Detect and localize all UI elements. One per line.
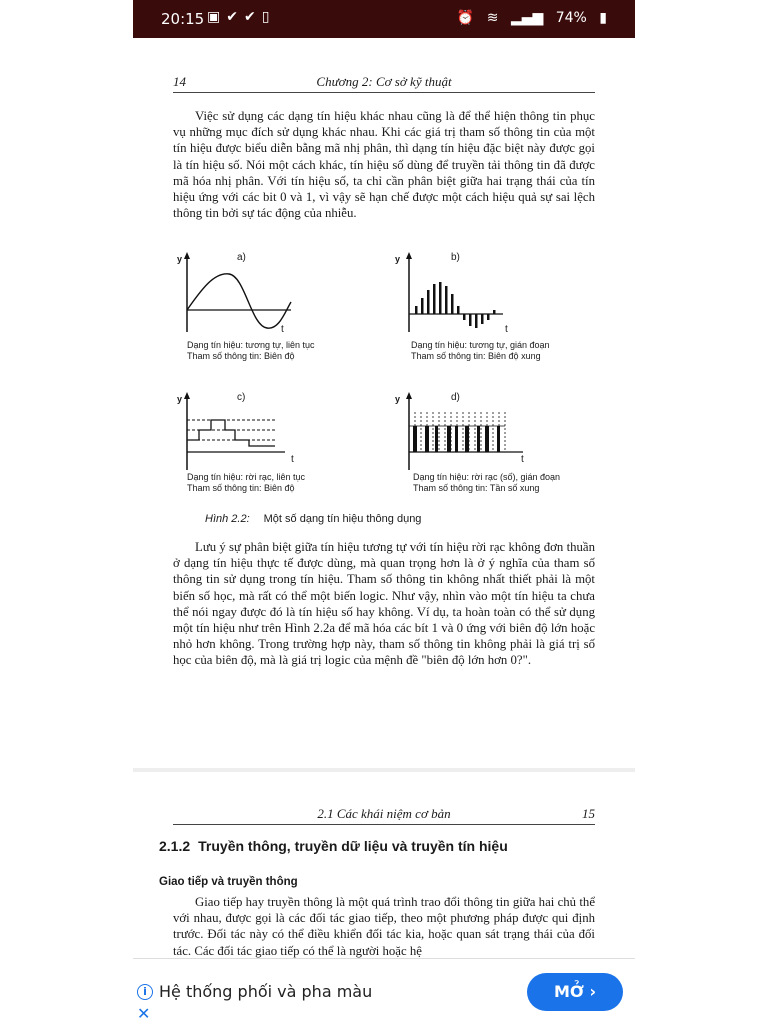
figure-b-y-axis: y — [395, 254, 401, 264]
chevron-right-icon: › — [589, 982, 597, 1001]
battery-text: 74% — [555, 10, 587, 26]
figure-c — [179, 392, 299, 472]
paragraph-1: Giao tiếp hay truyền thông là một quá trình trao đổi thông tin giữa hai chủ thể với nhau, được gọi là các đối tác giao tiếp, theo một phương pháp được qui định trước. Đối tác này có thể điều khiển đối tác kia, hoặc quan sát trạng thái của đối tác. Các đối tác giao tiếp có thể là người hoặc hệ — [173, 895, 595, 958]
figure-b — [395, 252, 521, 335]
wifi-icon: ≋ — [486, 10, 499, 26]
info-icon[interactable]: i — [137, 984, 153, 1000]
figure-d — [395, 392, 531, 472]
figure-a-y-axis: y — [177, 254, 183, 264]
notification-icons — [207, 9, 275, 25]
check-download-icon: ✔ — [226, 9, 244, 25]
signal-icon: ▂▄▆ — [510, 10, 544, 26]
figure-b-caption: Dạng tín hiệu: tương tự, gián đoạn Tham số thông tin: Biên độ xung — [411, 340, 550, 361]
status-time: 20:15 — [161, 10, 205, 28]
figure-d-caption: Dạng tín hiệu: rời rạc (số), gián đoạn Tham số thông tin: Tần số xung — [413, 472, 560, 493]
page-header — [173, 806, 595, 825]
right-margin — [635, 0, 768, 1024]
status-right — [449, 10, 607, 26]
check-download-icon: ✔ — [243, 9, 262, 25]
figure-d-label: d) — [451, 392, 460, 403]
alarm-icon: ⏰ — [456, 10, 475, 26]
section-heading — [159, 838, 508, 854]
figure-d-y-axis: y — [395, 394, 401, 404]
figure-d-x-axis: t — [521, 454, 524, 465]
left-margin — [0, 0, 133, 1024]
figure-caption-label: Hình 2.2: — [205, 513, 250, 525]
figure-a-caption: Dạng tín hiệu: tương tự, liên tục Tham số thông tin: Biên độ — [187, 340, 315, 361]
book-page-14 — [133, 38, 635, 768]
paragraph-2: Lưu ý sự phân biệt giữa tín hiệu tương tự với tín hiệu rời rạc không đơn thuần ở dạng tín hiệu thực tế được dùng, mà quan trọng hơn là ở ý nghĩa của tham số thông tin sử dụng trong tín hiệu. Tham số thông tin không nhất thiết phải là một biến số học, mà rất có thể một biến logic. Như vậy, nhìn vào một tín hiệu ta chưa thể nói ngay được đó là tín hiệu số hay không. Ví dụ, ta hoàn toàn có thể sử dụng một tín hiệu như trên Hình 2.2a để mã hóa các bít 1 và 0 ứng với biên độ lớn hoặc nhỏ hơn không. Trong trường hợp này, tham số thông tin không phải là giá trị số học của biên độ, mà là giá trị logic của mệnh đề "biên độ lớn hơn 0?". — [173, 540, 595, 668]
book-page-15 — [133, 772, 635, 958]
ad-text[interactable]: Hệ thống phối và pha màu — [159, 982, 373, 1001]
figure-c-caption: Dạng tín hiệu: rời rạc, liên tục Tham số thông tin: Biên độ — [187, 472, 305, 493]
page-header — [173, 74, 595, 93]
figure-c-x-axis: t — [291, 454, 294, 465]
figure-caption — [205, 513, 421, 525]
page-number: 15 — [582, 806, 595, 821]
figure-a — [179, 252, 319, 334]
image-icon: ▣ — [207, 9, 227, 25]
open-button[interactable]: MỞ › — [527, 973, 623, 1011]
figure-a-x-axis: t — [281, 324, 284, 335]
figure-b-label: b) — [451, 252, 460, 263]
section-title: Truyền thông, truyền dữ liệu và truyền tín hiệu — [198, 838, 508, 854]
paragraph-1: Việc sử dụng các dạng tín hiệu khác nhau cũng là để thể hiện thông tin phục vụ những mục đích sử dụng khác nhau. Khi các giá trị tham số thông tin của một tín hiệu được biểu diễn bằng mã nhị phân, thì dạng tín hiệu đặc biệt này được gọi là tín hiệu số. Nói một cách khác, tín hiệu số dùng để truyền tải thông tin đã được mã hóa nhị phân. Với tín hiệu số, ta chỉ cần phân biệt giữa hai trạng thái của tín hiệu ứng với các bit 0 và 1, vì vậy sẽ hạn chế được một cách hiệu quả sự sai lệch thông tin bởi sự tác động của nhiễu. — [173, 109, 595, 221]
section-number: 2.1.2 — [159, 838, 191, 854]
subsection-heading: Giao tiếp và truyền thông — [159, 876, 298, 888]
figure-c-label: c) — [237, 392, 246, 403]
status-bar — [133, 0, 635, 38]
figure-caption-text: Một số dạng tín hiệu thông dụng — [263, 513, 422, 525]
battery-icon: ▮ — [599, 10, 607, 26]
running-header: Chương 2: Cơ sở kỹ thuật — [316, 74, 452, 89]
figure-b-x-axis: t — [505, 324, 508, 335]
phone-icon: ▯ — [261, 9, 276, 25]
figure-a-label: a) — [237, 252, 246, 263]
running-header: 2.1 Các khái niệm cơ bản — [317, 806, 451, 821]
ad-banner[interactable] — [133, 958, 635, 1025]
close-icon[interactable]: ✕ — [137, 1004, 151, 1023]
figure-c-y-axis: y — [177, 394, 183, 404]
page-number: 14 — [173, 74, 186, 89]
